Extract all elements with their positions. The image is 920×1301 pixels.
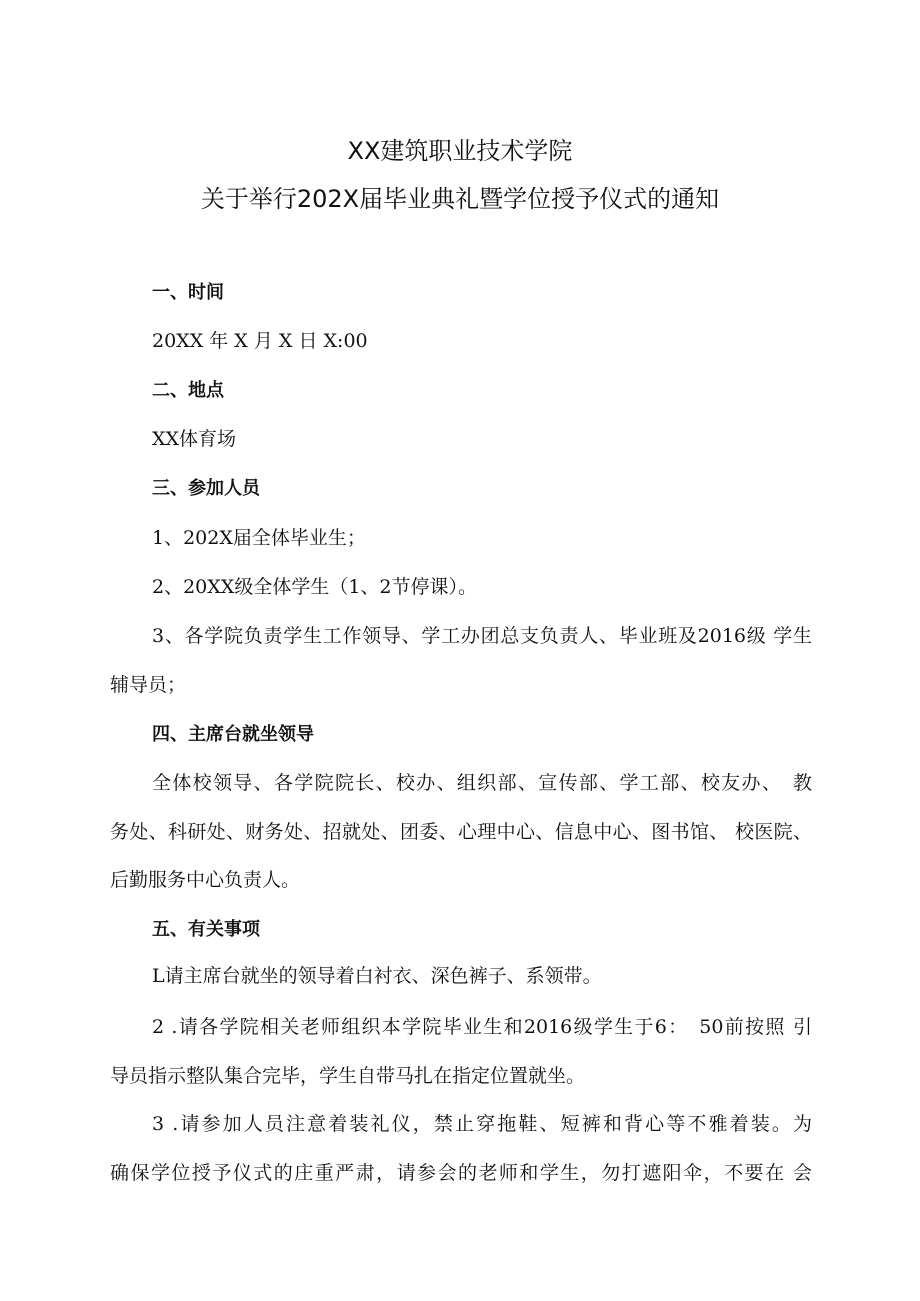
leaders-text-line-3: 后勤服务中心负责人。 (110, 869, 301, 891)
section-time-heading: 一、时间 (152, 282, 224, 303)
participants-item-3-line-1: 3、各学院负责学生工作领导、学工办团总支负责人、毕业班及2016级 学生 (152, 625, 812, 647)
document-title-school: XX建筑职业技术学院 (347, 137, 573, 165)
matters-item-1: L请主席台就坐的领导着白衬衣、深色裤子、系领带。 (152, 965, 602, 987)
section-place-heading: 二、地点 (152, 380, 224, 401)
participants-item-1: 1、202X届全体毕业生； (152, 527, 366, 549)
matters-item-2-line-2: 导员指示整队集合完毕，学生自带马扎在指定位置就坐。 (110, 1065, 586, 1087)
leaders-text-line-2: 务处、科研处、财务处、招就处、团委、心理中心、信息中心、图书馆、 校医院、 (110, 821, 812, 843)
section-place-text: XX体育场 (152, 428, 237, 450)
matters-item-2-line-1: 2 .请各学院相关老师组织本学院毕业生和2016级学生于6： 50前按照 引 (152, 1016, 812, 1038)
section-participants-heading: 三、参加人员 (152, 478, 260, 499)
participants-item-3-line-2: 辅导员； (110, 674, 187, 696)
section-matters-heading: 五、有关事项 (152, 919, 260, 940)
participants-item-2: 2、20XX级全体学生（1、2节停课）。 (152, 576, 477, 598)
matters-item-3-line-1: 3 .请参加人员注意着装礼仪，禁止穿拖鞋、短裤和背心等不雅着装。为 (152, 1113, 812, 1135)
matters-item-3-line-2: 确保学位授予仪式的庄重严肃，请参会的老师和学生，勿打遮阳伞，不要在 会 (110, 1162, 812, 1184)
document-title-notice: 关于举行202X届毕业典礼暨学位授予仪式的通知 (200, 185, 720, 213)
leaders-text-line-1: 全体校领导、各学院院长、校办、组织部、宣传部、学工部、校友办、 教 (152, 772, 812, 794)
section-time-text: 20XX 年 X 月 X 日 X:00 (152, 330, 368, 352)
section-leaders-heading: 四、主席台就坐领导 (152, 724, 314, 745)
